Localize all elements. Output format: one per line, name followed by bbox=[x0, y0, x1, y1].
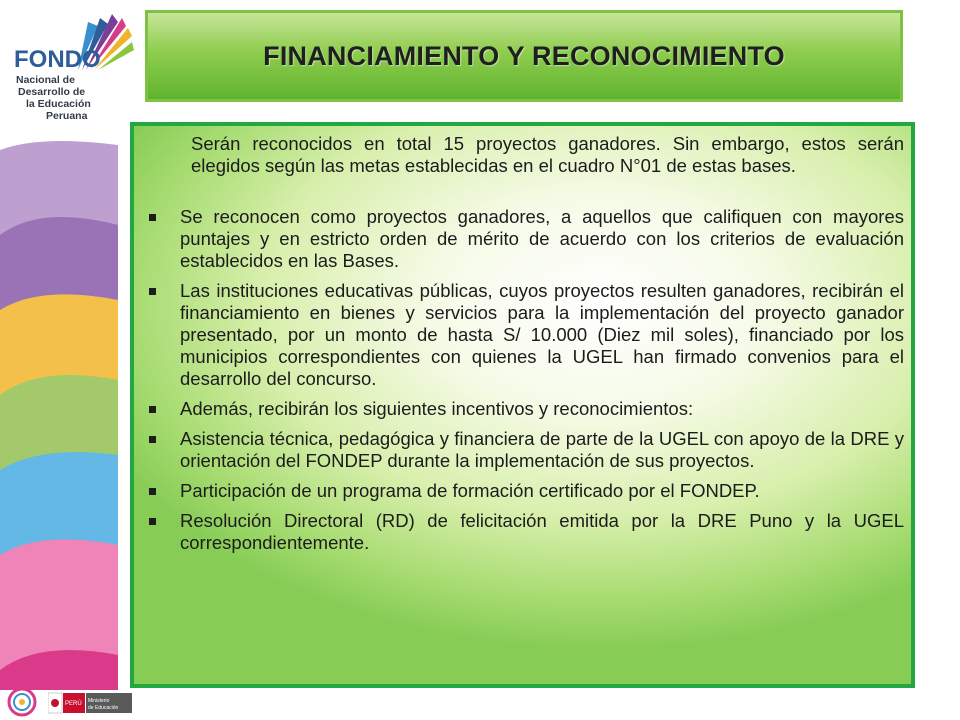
bullet-text: Además, recibirán los siguientes incentivos y reconocimientos: bbox=[180, 398, 694, 419]
bullet-item bbox=[144, 280, 904, 390]
logo-line-2: Desarrollo de bbox=[18, 86, 86, 98]
side-decoration bbox=[0, 130, 120, 690]
title-bar bbox=[145, 10, 903, 102]
ministry-line-1: Ministerio bbox=[88, 698, 110, 704]
page-title: FINANCIAMIENTO Y RECONOCIMIENTO bbox=[263, 40, 785, 71]
bullet-text: Se reconocen como proyectos ganadores, a aquellos que califiquen con mayores puntajes y en estricto orden de mérito de acuerdo con los criterios de evaluación establecidos en las Bases. bbox=[180, 206, 904, 271]
bullet-text: Asistencia técnica, pedagógica y financiera de parte de la UGEL con apoyo de la DRE y orientación del FONDEP durante la implementación de sus proyectos. bbox=[180, 428, 904, 471]
square-bullet-icon bbox=[149, 488, 156, 495]
bullet-item bbox=[144, 206, 904, 272]
bullet-text: Participación de un programa de formación certificado por el FONDEP. bbox=[180, 480, 760, 501]
emblem-logo-icon bbox=[4, 686, 40, 718]
logo-line-4: Peruana bbox=[46, 110, 88, 122]
content-box bbox=[130, 122, 915, 688]
ministry-line-2: de Educación bbox=[88, 705, 119, 711]
bullet-item bbox=[144, 480, 904, 502]
bullet-text: Las instituciones educativas públicas, cuyos proyectos resulten ganadores, recibirán el financiamiento en bienes y servicios para la implementación del proyecto ganador presentado, por un monto de hasta S/ 10.000 (Diez mil soles), financiado por los municipios correspondientes con quienes la UGEL han firmado convenios para el desarrollo del concurso. bbox=[180, 280, 904, 389]
bullet-item bbox=[144, 510, 904, 554]
square-bullet-icon bbox=[149, 518, 156, 525]
fondep-logo bbox=[8, 8, 148, 126]
peru-label: PERÚ bbox=[65, 701, 82, 707]
square-bullet-icon bbox=[149, 288, 156, 295]
ministry-logo bbox=[48, 692, 134, 714]
intro-paragraph: Serán reconocidos en total 15 proyectos ganadores. Sin embargo, estos serán elegidos según las metas establecidas en el cuadro N°01 de estas bases. bbox=[191, 133, 904, 176]
logo-subtitle bbox=[16, 74, 91, 122]
square-bullet-icon bbox=[149, 436, 156, 443]
bullet-item bbox=[144, 428, 904, 472]
logo-line-1: Nacional de bbox=[16, 74, 75, 86]
bullet-list bbox=[144, 206, 904, 562]
square-bullet-icon bbox=[149, 406, 156, 413]
logo-wordmark: FONDO bbox=[14, 46, 101, 73]
bullet-text: Resolución Directoral (RD) de felicitación emitida por la DRE Puno y la UGEL correspondientemente. bbox=[180, 510, 904, 553]
logo-line-3: la Educación bbox=[26, 98, 91, 110]
square-bullet-icon bbox=[149, 214, 156, 221]
bullet-item bbox=[144, 398, 904, 420]
